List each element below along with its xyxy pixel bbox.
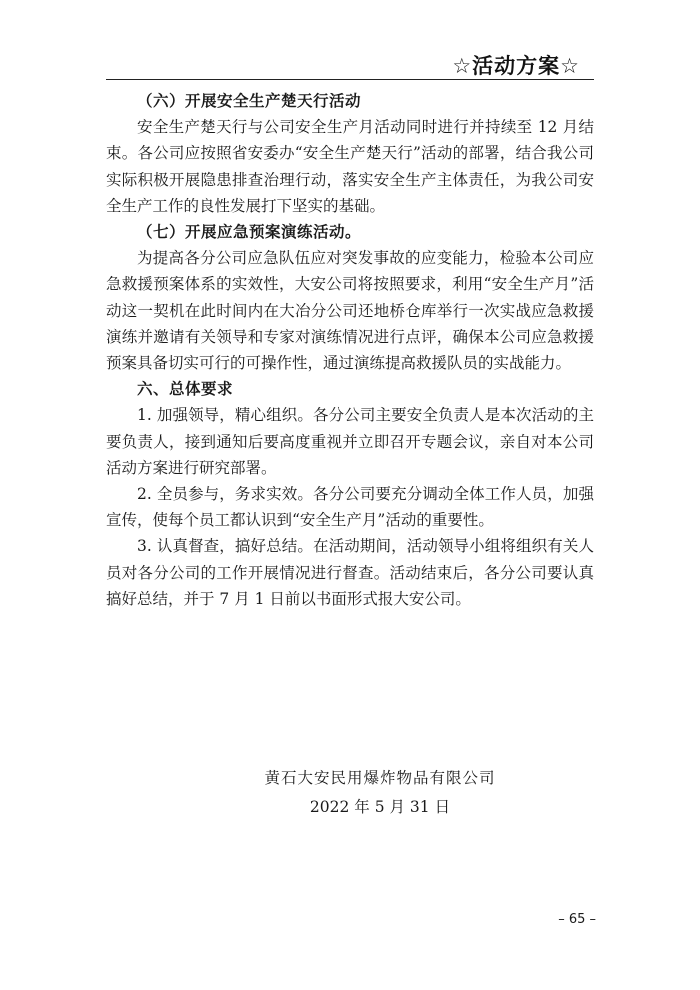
paragraph-emergency-drill: 为提高各分公司应急队伍应对突发事故的应变能力，检验本公司应急救援预案体系的实效性，大安公司将按照要求，利用“安全生产月”活动这一契机在此时间内在大冶分公司还地桥仓库举行一次实战应急救援演练并邀请有关领导和专家对演练情况进行点评，确保本公司应急救援预案具备切实可行的可操作性，通过演练提高救援队员的实战能力。: [106, 249, 594, 373]
header-divider: [106, 79, 594, 80]
signature-date: 2022 年 5 月 31 日: [309, 798, 451, 816]
document-body: [106, 88, 594, 612]
heading-section-6: （六）开展安全生产楚天行活动: [137, 92, 362, 110]
paragraph-chutianxing: 安全生产楚天行与公司安全生产月活动同时进行并持续至 12 月结束。各公司应按照省安委办“安全生产楚天行”活动的部署，结合我公司实际积极开展隐患排查治理行动，落实安全生产主体责任，为我公司安全生产工作的良性发展打下坚实的基础。: [106, 118, 594, 215]
page-number: – 65 –: [558, 912, 596, 927]
heading-general-requirements: 六、总体要求: [137, 380, 234, 399]
heading-section-7: （七）开展应急预案演练活动。: [137, 223, 362, 242]
paragraph-requirement-1: 1. 加强领导，精心组织。各分公司主要安全负责人是本次活动的主要负责人，接到通知后要高度重视并立即召开专题会议，亲自对本公司活动方案进行研究部署。: [106, 406, 594, 477]
signature-organization: 黄石大安民用爆炸物品有限公司: [264, 769, 496, 787]
paragraph-requirement-2: 2. 全员参与，务求实效。各分公司要充分调动全体工作人员，加强宣传，使每个员工都认识到“安全生产月”活动的重要性。: [106, 485, 594, 530]
page-header-title: ☆活动方案☆: [452, 54, 580, 78]
paragraph-requirement-3: 3. 认真督查，搞好总结。在活动期间，活动领导小组将组织有关人员对各分公司的工作开展情况进行督查。活动结束后，各分公司要认真搞好总结，并于 7 月 1 日前以书面形式报大安公司。: [106, 537, 594, 608]
